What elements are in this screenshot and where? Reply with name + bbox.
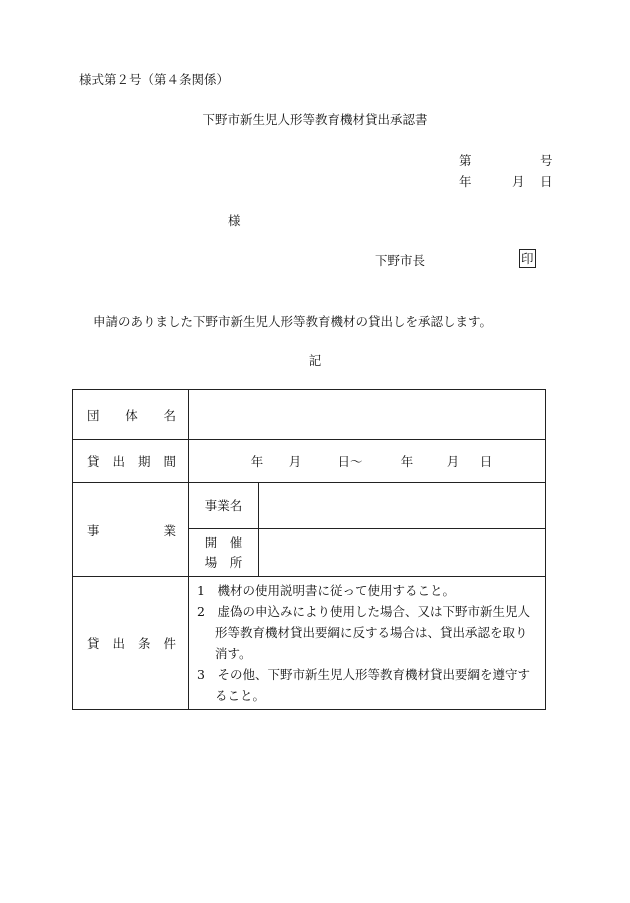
conditions-cell (189, 577, 546, 710)
period-year-2: 年 (400, 454, 414, 469)
venue-label-line1: 開 催 (204, 534, 243, 550)
venue-label (189, 529, 259, 577)
loan-period-label: 貸出期間 (73, 440, 189, 483)
organization-label: 団 体 名 (73, 390, 189, 440)
project-name-value-cell[interactable] (259, 483, 546, 529)
table-row-conditions (73, 577, 546, 710)
period-day-1: 日～ (337, 454, 363, 469)
approval-table (72, 389, 546, 710)
document-number-prefix: 第 (459, 153, 472, 168)
organization-value-cell[interactable] (189, 390, 546, 440)
document-number-suffix: 号 (540, 153, 553, 168)
loan-period-value-cell[interactable] (189, 440, 546, 483)
ki-heading: 記 (308, 353, 322, 368)
period-year-1: 年 (250, 454, 264, 469)
period-month-1: 月 (288, 454, 302, 469)
date-month-label: 月 (512, 174, 525, 189)
date-day-label: 日 (540, 174, 553, 189)
seal-stamp: 印 (521, 251, 534, 266)
venue-value-cell[interactable] (259, 529, 546, 577)
table-row-organization (73, 390, 546, 440)
condition-item: 3 その他、下野市新生児人形等教育機材貸出要綱を遵守すること。 (197, 667, 530, 703)
addressee-suffix: 様 (228, 213, 241, 228)
table-row-period (73, 440, 546, 483)
project-label: 事 業 (73, 483, 189, 577)
condition-item: 2 虚偽の申込みにより使用した場合、又は下野市新生児人形等教育機材貸出要綱に反する場合は、貸出承認を取り消す。 (197, 604, 530, 661)
table-row-project-name (73, 483, 546, 529)
period-day-2: 日 (479, 454, 493, 469)
document-title: 下野市新生児人形等教育機材貸出承認書 (202, 112, 428, 127)
period-month-2: 月 (446, 454, 460, 469)
form-number: 様式第２号（第４条関係） (79, 72, 230, 87)
date-year-label: 年 (459, 174, 472, 189)
venue-label-line2: 場 所 (204, 554, 243, 570)
approval-statement: 申請のありました下野市新生児人形等教育機材の貸出しを承認します。 (93, 314, 493, 329)
issuer-name: 下野市長 (375, 253, 426, 268)
condition-item: 1 機材の使用説明書に従って使用すること。 (197, 583, 455, 598)
conditions-label: 貸出条件 (73, 577, 189, 710)
project-name-label: 事業名 (189, 483, 259, 529)
